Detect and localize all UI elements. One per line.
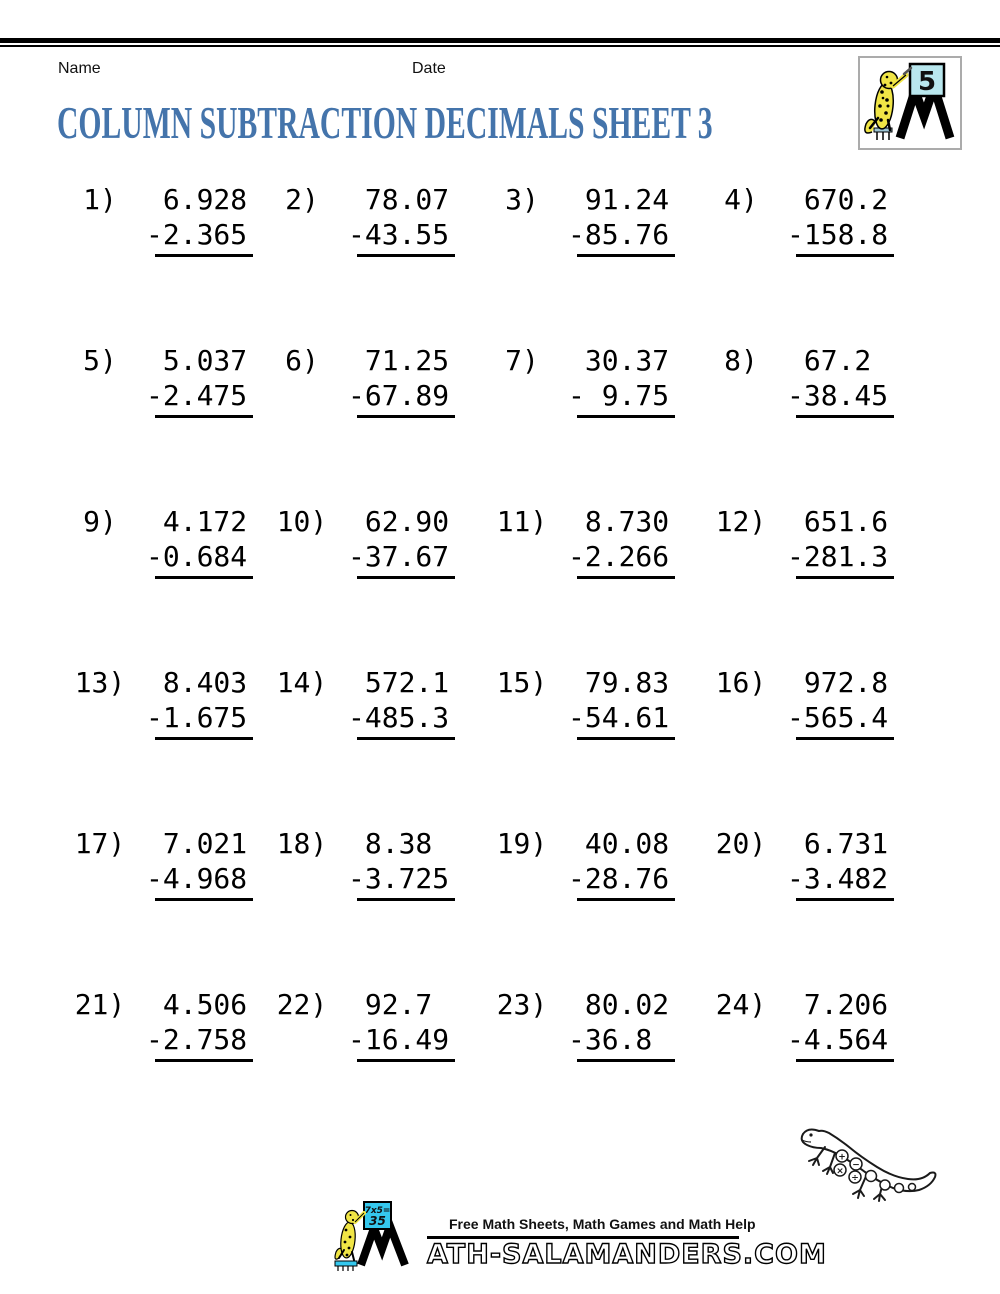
problems-grid [72, 182, 894, 1148]
answer-line [796, 1059, 894, 1062]
problem-body [348, 987, 455, 1062]
subtrahend-with-minus: -67.89 [348, 379, 450, 412]
subtraction-problem [72, 504, 274, 665]
minuend: 4.172 [146, 505, 248, 538]
footer [333, 1200, 827, 1272]
answer-line [577, 576, 675, 579]
minuend: 40.08 [568, 827, 670, 860]
answer-line [796, 415, 894, 418]
problem-number: 24) [715, 988, 767, 1021]
answer-line [577, 737, 675, 740]
subtrahend-with-minus: -2.266 [568, 540, 670, 573]
subtrahend-with-minus: -281.3 [787, 540, 889, 573]
subtrahend-with-minus: -4.564 [787, 1023, 889, 1056]
subtraction-problem [72, 665, 274, 826]
subtrahend-with-minus: -0.684 [146, 540, 248, 573]
answer-line [155, 1059, 253, 1062]
problem-number: 16) [715, 666, 767, 699]
problem-number: 8) [724, 344, 758, 377]
minuend: 4.506 [146, 988, 248, 1021]
answer-line [577, 898, 675, 901]
mascot-card-equation: 7x5= [364, 1206, 391, 1216]
minuend: 7.206 [787, 988, 889, 1021]
subtrahend-with-minus: -28.76 [568, 862, 670, 895]
top-divider [0, 38, 1000, 47]
problem-number: 13) [74, 666, 126, 699]
problem-body [146, 343, 253, 418]
minuend: 8.730 [568, 505, 670, 538]
subtrahend-with-minus: -2.365 [146, 218, 248, 251]
answer-line [357, 254, 455, 257]
minuend: 30.37 [568, 344, 670, 377]
footer-salamander-logo-icon [333, 1200, 413, 1272]
subtraction-problem [713, 665, 894, 826]
subtraction-problem [72, 987, 274, 1148]
problem-body [787, 504, 894, 579]
minuend: 7.021 [146, 827, 248, 860]
minuend: 8.403 [146, 666, 248, 699]
problem-body [146, 665, 253, 740]
minuend: 80.02 [568, 988, 670, 1021]
problem-body [348, 343, 455, 418]
answer-line [357, 1059, 455, 1062]
problem-body [146, 826, 253, 901]
page-title: COLUMN SUBTRACTION DECIMALS SHEET 3 [57, 97, 713, 148]
minuend: 8.38 [348, 827, 433, 860]
subtrahend-with-minus: -158.8 [787, 218, 889, 251]
problem-body [787, 343, 894, 418]
footer-tagline: Free Math Sheets, Math Games and Math Help [449, 1216, 756, 1232]
minuend: 972.8 [787, 666, 889, 699]
problem-number: 15) [496, 666, 548, 699]
answer-line [357, 737, 455, 740]
problem-body [146, 987, 253, 1062]
minuend: 92.7 [348, 988, 433, 1021]
minuend: 6.731 [787, 827, 889, 860]
subtraction-problem [274, 504, 494, 665]
subtraction-problem [274, 665, 494, 826]
subtrahend-with-minus: -38.45 [787, 379, 889, 412]
subtrahend-with-minus: -36.8 [568, 1023, 653, 1056]
problem-body [568, 826, 675, 901]
subtrahend-with-minus: -54.61 [568, 701, 670, 734]
name-label: Name [58, 60, 101, 77]
problem-body [146, 504, 253, 579]
problem-number: 4) [724, 183, 758, 216]
problem-body [568, 987, 675, 1062]
problem-body [787, 826, 894, 901]
subtrahend-with-minus: -2.475 [146, 379, 248, 412]
minuend: 670.2 [787, 183, 889, 216]
subtraction-problem [713, 504, 894, 665]
subtrahend-with-minus: -85.76 [568, 218, 670, 251]
svg-text:+: + [838, 1152, 846, 1163]
math-lizard-icon [795, 1114, 945, 1210]
problem-number: 21) [74, 988, 126, 1021]
problem-number: 17) [74, 827, 126, 860]
answer-line [577, 415, 675, 418]
problem-number: 7) [505, 344, 539, 377]
minuend: 71.25 [348, 344, 450, 377]
problem-body [348, 182, 455, 257]
subtraction-problem [494, 343, 713, 504]
problem-number: 19) [496, 827, 548, 860]
subtraction-problem [713, 826, 894, 987]
subtraction-problem [274, 182, 494, 343]
problem-number: 9) [83, 505, 117, 538]
answer-line [577, 254, 675, 257]
subtraction-problem [494, 504, 713, 665]
grade-5-salamander-logo [858, 56, 962, 150]
problem-body [787, 987, 894, 1062]
subtraction-problem [72, 826, 274, 987]
minuend: 67.2 [787, 344, 872, 377]
answer-line [577, 1059, 675, 1062]
answer-line [155, 576, 253, 579]
problem-body [348, 826, 455, 901]
problem-number: 10) [276, 505, 328, 538]
answer-line [155, 898, 253, 901]
site-name: ATH-SALAMANDERS.COM [427, 1239, 827, 1270]
subtraction-problem [494, 182, 713, 343]
answer-line [357, 576, 455, 579]
subtraction-problem [274, 826, 494, 987]
problem-number: 14) [276, 666, 328, 699]
minuend: 78.07 [348, 183, 450, 216]
subtraction-problem [713, 343, 894, 504]
minuend: 79.83 [568, 666, 670, 699]
svg-text:−: − [852, 1160, 860, 1171]
salamander-writing-icon [860, 58, 956, 144]
subtraction-problem [713, 182, 894, 343]
problem-number: 1) [83, 183, 117, 216]
problem-body [568, 343, 675, 418]
answer-line [155, 737, 253, 740]
answer-line [155, 415, 253, 418]
problem-number: 6) [285, 344, 319, 377]
subtraction-problem [494, 987, 713, 1148]
problem-number: 3) [505, 183, 539, 216]
answer-line [796, 737, 894, 740]
problem-number: 18) [276, 827, 328, 860]
minuend: 572.1 [348, 666, 450, 699]
subtrahend-with-minus: -485.3 [348, 701, 450, 734]
subtraction-problem [494, 665, 713, 826]
subtrahend-with-minus: -37.67 [348, 540, 450, 573]
answer-line [796, 898, 894, 901]
subtrahend-with-minus: -4.968 [146, 862, 248, 895]
subtraction-problem [72, 182, 274, 343]
answer-line [796, 576, 894, 579]
svg-text:×: × [836, 1166, 844, 1177]
problem-body [568, 182, 675, 257]
answer-line [357, 415, 455, 418]
svg-text:÷: ÷ [851, 1173, 859, 1184]
problem-body [348, 504, 455, 579]
subtrahend-with-minus: -3.482 [787, 862, 889, 895]
minuend: 651.6 [787, 505, 889, 538]
subtrahend-with-minus: - 9.75 [568, 379, 670, 412]
minuend: 5.037 [146, 344, 248, 377]
problem-number: 20) [715, 827, 767, 860]
problem-number: 11) [496, 505, 548, 538]
problem-body [568, 665, 675, 740]
mascot-card-answer: 35 [369, 1214, 386, 1228]
problem-number: 12) [715, 505, 767, 538]
problem-body [146, 182, 253, 257]
subtrahend-with-minus: -3.725 [348, 862, 450, 895]
subtraction-problem [494, 826, 713, 987]
problem-number: 22) [276, 988, 328, 1021]
subtrahend-with-minus: -1.675 [146, 701, 248, 734]
problem-number: 23) [496, 988, 548, 1021]
subtrahend-with-minus: -2.758 [146, 1023, 248, 1056]
answer-line [155, 254, 253, 257]
problem-body [787, 665, 894, 740]
answer-line [357, 898, 455, 901]
subtraction-problem [72, 343, 274, 504]
problem-body [787, 182, 894, 257]
problem-body [348, 665, 455, 740]
grade-badge: 5 [917, 67, 937, 97]
subtraction-problem [274, 987, 494, 1148]
answer-line [796, 254, 894, 257]
minuend: 62.90 [348, 505, 450, 538]
problem-number: 5) [83, 344, 117, 377]
subtrahend-with-minus: -43.55 [348, 218, 450, 251]
minuend: 6.928 [146, 183, 248, 216]
subtraction-problem [274, 343, 494, 504]
subtrahend-with-minus: -565.4 [787, 701, 889, 734]
subtrahend-with-minus: -16.49 [348, 1023, 450, 1056]
problem-number: 2) [285, 183, 319, 216]
date-label: Date [412, 60, 446, 77]
problem-body [568, 504, 675, 579]
minuend: 91.24 [568, 183, 670, 216]
